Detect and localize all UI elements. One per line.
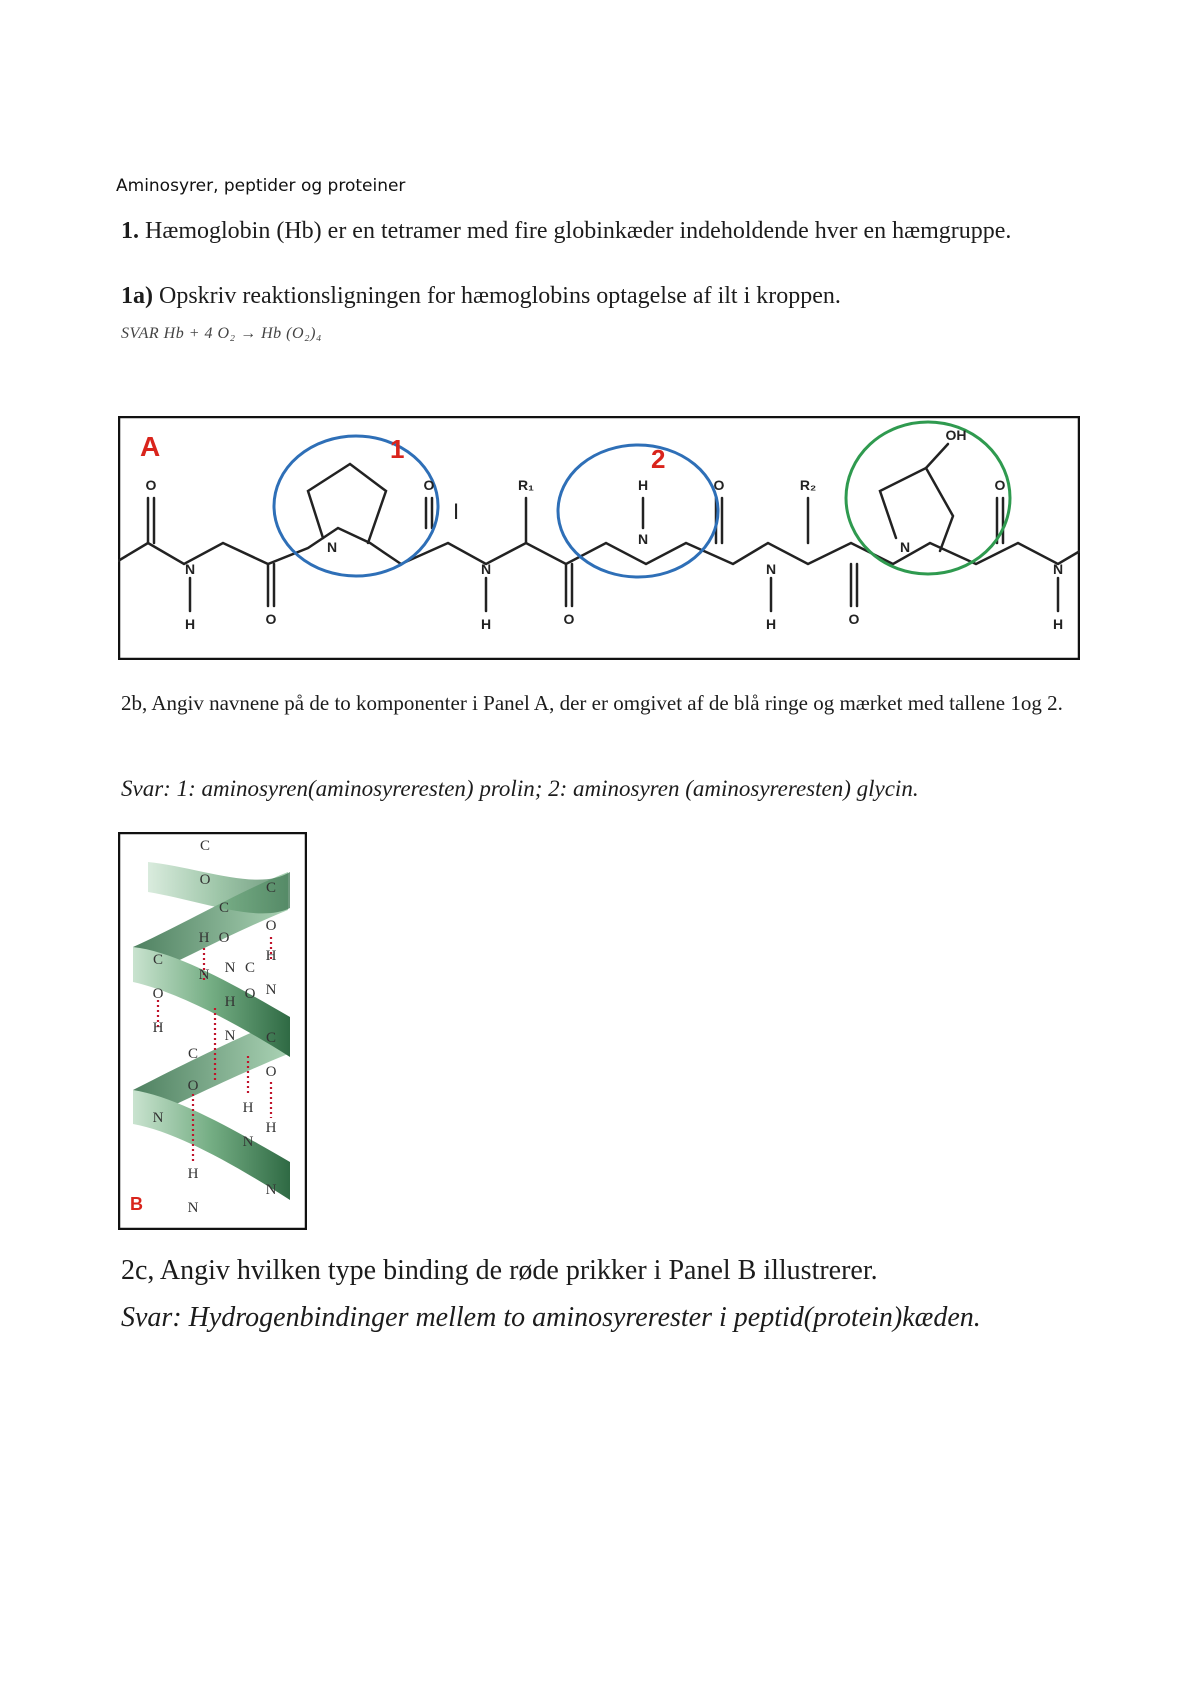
atom-h: H xyxy=(184,616,196,632)
atom-o: O xyxy=(244,986,256,1002)
atom-n: N xyxy=(184,561,196,577)
atom-h: H xyxy=(152,1020,164,1036)
atom-n: N xyxy=(224,1028,236,1044)
question-2b: 2b, Angiv navnene på de to komponenter i Panel A, der er omgivet af de blå ringe og mærket med tallene 1og 2. xyxy=(121,691,1063,715)
atom-n: N xyxy=(224,960,236,976)
question-1a xyxy=(121,283,841,310)
atom-n: N xyxy=(187,1200,199,1216)
atom-n: N xyxy=(152,1110,164,1126)
question-1-text: Hæmoglobin (Hb) er en tetramer med fire globinkæder indeholdende hver en hæmgruppe. xyxy=(139,218,1012,244)
question-1-number: 1. xyxy=(121,218,139,244)
atom-c: C xyxy=(152,952,164,968)
atom-o: O xyxy=(199,872,211,888)
answer-2c: Svar: Hydrogenbindinger mellem to aminosyrerester i peptid(protein)kæden. xyxy=(121,1302,981,1333)
atom-h: H xyxy=(242,1100,254,1116)
panel-b-label: B xyxy=(130,1194,143,1214)
atom-h: H xyxy=(198,930,210,946)
atom-n: N xyxy=(265,1182,277,1198)
atom-o: O xyxy=(848,611,860,627)
atom-o: O xyxy=(145,477,157,493)
panel-b-alpha-helix xyxy=(118,832,307,1230)
atom-o: O xyxy=(713,477,725,493)
atom-r1: R₁ xyxy=(518,477,534,493)
atom-o: O xyxy=(563,611,575,627)
atom-o: O xyxy=(265,918,277,934)
atom-o: O xyxy=(187,1078,199,1094)
answer-1a: SVAR Hb + 4 O₂ → Hb (O₂)₄ xyxy=(121,325,322,342)
atom-n: N xyxy=(899,539,911,555)
atom-c: C xyxy=(199,838,211,854)
panel-a-label: A xyxy=(140,431,161,462)
atom-n: N xyxy=(765,561,777,577)
answer-2b: Svar: 1: aminosyren(aminosyreresten) prolin; 2: aminosyren (aminosyreresten) glycin. xyxy=(121,776,919,801)
atom-n: N xyxy=(198,967,210,983)
atom-n: N xyxy=(480,561,492,577)
question-1 xyxy=(121,218,1011,245)
atom-h: H xyxy=(765,616,777,632)
atom-h: H xyxy=(224,994,236,1010)
atom-n: N xyxy=(1052,561,1064,577)
ring-2-label: 2 xyxy=(651,444,666,474)
atom-h: H xyxy=(265,1120,277,1136)
atom-c: C xyxy=(187,1046,199,1062)
atom-n: N xyxy=(637,531,649,547)
atom-o: O xyxy=(218,930,230,946)
atom-h: H xyxy=(480,616,492,632)
question-2c: 2c, Angiv hvilken type binding de røde prikker i Panel B illustrerer. xyxy=(121,1255,878,1286)
atom-h: H xyxy=(1052,616,1064,632)
atom-o: O xyxy=(152,986,164,1002)
atom-o: O xyxy=(265,611,277,627)
atom-o: O xyxy=(265,1064,277,1080)
atom-oh: OH xyxy=(945,427,967,443)
ring-1-label: 1 xyxy=(390,434,405,464)
atom-n: N xyxy=(326,539,338,555)
atom-c: C xyxy=(265,880,277,896)
atom-i: I xyxy=(452,499,460,524)
atom-c: C xyxy=(244,960,256,976)
atom-n: N xyxy=(265,982,277,998)
atom-h: H xyxy=(187,1166,199,1182)
atom-o: O xyxy=(994,477,1006,493)
atom-n: N xyxy=(242,1134,254,1150)
atom-o: O xyxy=(423,477,435,493)
document-header: Aminosyrer, peptider og proteiner xyxy=(116,176,406,196)
atom-h: H xyxy=(637,477,649,493)
atom-h: H xyxy=(265,948,277,964)
atom-c: C xyxy=(218,900,230,916)
panel-a-structure-diagram xyxy=(118,416,1080,660)
question-1a-text: Opskriv reaktionsligningen for hæmoglobins optagelse af ilt i kroppen. xyxy=(153,283,841,309)
atom-c: C xyxy=(265,1030,277,1046)
question-1a-number: 1a) xyxy=(121,283,153,309)
atom-r2: R₂ xyxy=(799,477,817,493)
